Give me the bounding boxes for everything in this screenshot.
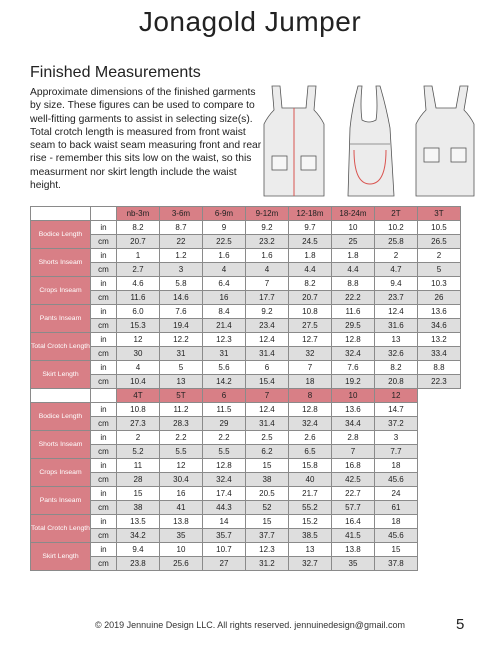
size-header: 2T [374, 207, 417, 221]
value-cell: 2 [374, 249, 417, 263]
value-cell: 6.4 [202, 277, 245, 291]
value-cell: 23.8 [116, 557, 159, 571]
table-row [31, 333, 461, 347]
value-cell: 34.2 [116, 529, 159, 543]
value-cell: 10.8 [116, 403, 159, 417]
unit-cell: in [90, 431, 116, 445]
size-header: 6 [202, 389, 245, 403]
value-cell: 32.4 [202, 473, 245, 487]
value-cell: 22.5 [202, 235, 245, 249]
value-cell: 1 [116, 249, 159, 263]
value-cell: 14.7 [374, 403, 417, 417]
value-cell: 6.5 [288, 445, 331, 459]
value-cell: 7 [245, 277, 288, 291]
unit-cell: cm [90, 557, 116, 571]
size-header: 7 [245, 389, 288, 403]
value-cell: 28 [116, 473, 159, 487]
unit-cell: in [90, 403, 116, 417]
value-cell: 5 [159, 361, 202, 375]
value-cell: 20.7 [288, 291, 331, 305]
value-cell: 13 [159, 375, 202, 389]
corner-cell [31, 389, 91, 403]
value-cell: 13.5 [116, 515, 159, 529]
size-header: 3T [417, 207, 460, 221]
value-cell: 29.5 [331, 319, 374, 333]
value-cell: 8.8 [331, 277, 374, 291]
value-cell: 13.8 [159, 515, 202, 529]
value-cell: 12.7 [288, 333, 331, 347]
row-label: Crops Inseam [31, 277, 91, 305]
size-header: 12-18m [288, 207, 331, 221]
value-cell: 2 [417, 249, 460, 263]
value-cell: 17.4 [202, 487, 245, 501]
value-cell: 9.4 [374, 277, 417, 291]
value-cell: 31.4 [245, 417, 288, 431]
unit-cell: in [90, 487, 116, 501]
unit-cell: in [90, 249, 116, 263]
table-row [31, 347, 461, 361]
unit-cell: in [90, 305, 116, 319]
value-cell: 6.0 [116, 305, 159, 319]
value-cell: 5.5 [159, 445, 202, 459]
copyright-footer: © 2019 Jennuine Design LLC. All rights reserved. jennuinedesign@gmail.com [95, 620, 405, 630]
value-cell: 20.5 [245, 487, 288, 501]
size-header: 10 [331, 389, 374, 403]
value-cell: 22.3 [417, 375, 460, 389]
value-cell: 12.8 [202, 459, 245, 473]
table-row [31, 515, 418, 529]
table-row [31, 319, 461, 333]
value-cell: 15 [245, 515, 288, 529]
unit-cell: in [90, 333, 116, 347]
unit-cell: in [90, 277, 116, 291]
value-cell: 38 [116, 501, 159, 515]
value-cell: 19.4 [159, 319, 202, 333]
value-cell: 10.2 [374, 221, 417, 235]
value-cell: 13.8 [331, 543, 374, 557]
value-cell: 2.5 [245, 431, 288, 445]
value-cell: 61 [374, 501, 417, 515]
value-cell: 18 [374, 515, 417, 529]
unit-cell: in [90, 515, 116, 529]
value-cell: 13 [288, 543, 331, 557]
value-cell: 37.2 [374, 417, 417, 431]
value-cell: 27.3 [116, 417, 159, 431]
value-cell: 31.4 [245, 347, 288, 361]
value-cell: 2.8 [331, 431, 374, 445]
value-cell: 30.4 [159, 473, 202, 487]
value-cell: 4 [116, 361, 159, 375]
size-header: 3-6m [159, 207, 202, 221]
value-cell: 4.4 [288, 263, 331, 277]
value-cell: 16 [159, 487, 202, 501]
value-cell: 22.2 [331, 291, 374, 305]
value-cell: 32.6 [374, 347, 417, 361]
value-cell: 15 [374, 543, 417, 557]
value-cell: 12.3 [245, 543, 288, 557]
table-row [31, 543, 418, 557]
value-cell: 16 [202, 291, 245, 305]
value-cell: 6.2 [245, 445, 288, 459]
value-cell: 7 [288, 361, 331, 375]
value-cell: 9.7 [288, 221, 331, 235]
value-cell: 14.6 [159, 291, 202, 305]
table-row [31, 305, 461, 319]
value-cell: 18 [374, 459, 417, 473]
value-cell: 9 [202, 221, 245, 235]
back-view-drawing [416, 86, 474, 196]
row-label: Pants Inseam [31, 305, 91, 333]
value-cell: 23.4 [245, 319, 288, 333]
value-cell: 12.2 [159, 333, 202, 347]
value-cell: 32 [288, 347, 331, 361]
table-row [31, 235, 461, 249]
value-cell: 3 [159, 263, 202, 277]
value-cell: 34.6 [417, 319, 460, 333]
value-cell: 1.6 [202, 249, 245, 263]
row-label: Total Crotch Length [31, 333, 91, 361]
value-cell: 8.4 [202, 305, 245, 319]
value-cell: 20.8 [374, 375, 417, 389]
value-cell: 25.6 [159, 557, 202, 571]
value-cell: 13 [374, 333, 417, 347]
value-cell: 25 [331, 235, 374, 249]
page-title: Jonagold Jumper [138, 6, 362, 37]
row-label: Bodice Length [31, 221, 91, 249]
value-cell: 23.7 [374, 291, 417, 305]
value-cell: 13.2 [417, 333, 460, 347]
corner-cell [31, 207, 91, 221]
value-cell: 1.8 [331, 249, 374, 263]
value-cell: 35.7 [202, 529, 245, 543]
unit-cell: cm [90, 263, 116, 277]
value-cell: 4.6 [116, 277, 159, 291]
corner-cell [90, 389, 116, 403]
value-cell: 3 [374, 431, 417, 445]
jumper-illustration [258, 84, 488, 204]
value-cell: 16.8 [331, 459, 374, 473]
value-cell: 6 [245, 361, 288, 375]
value-cell: 37.8 [374, 557, 417, 571]
value-cell: 27 [202, 557, 245, 571]
value-cell: 10.3 [417, 277, 460, 291]
unit-cell: cm [90, 473, 116, 487]
value-cell: 16.4 [331, 515, 374, 529]
intro-paragraph: Approximate dimensions of the finished garments by size. These figures can be used to compare to well-fitting garments to assist in selecting size(s). Total crotch length is measured from front waist seam to back waist seam measuring front and rear rise - remember this sits low on the waist, so this measurment nor skirt length include the waist height. [30, 87, 262, 192]
value-cell: 2.6 [288, 431, 331, 445]
value-cell: 1.6 [245, 249, 288, 263]
size-header: 8 [288, 389, 331, 403]
value-cell: 11 [116, 459, 159, 473]
table-row [31, 375, 461, 389]
value-cell: 5.2 [116, 445, 159, 459]
table-row [31, 487, 418, 501]
value-cell: 12.4 [374, 305, 417, 319]
value-cell: 7 [331, 445, 374, 459]
value-cell: 10.8 [288, 305, 331, 319]
value-cell: 19.2 [331, 375, 374, 389]
value-cell: 41 [159, 501, 202, 515]
value-cell: 12.4 [245, 403, 288, 417]
value-cell: 28.3 [159, 417, 202, 431]
table-row [31, 403, 418, 417]
value-cell: 23.2 [245, 235, 288, 249]
value-cell: 2 [116, 431, 159, 445]
value-cell: 11.6 [116, 291, 159, 305]
table-row [31, 291, 461, 305]
value-cell: 15.3 [116, 319, 159, 333]
value-cell: 34.4 [331, 417, 374, 431]
value-cell: 24 [374, 487, 417, 501]
size-header: 6-9m [202, 207, 245, 221]
value-cell: 14.2 [202, 375, 245, 389]
value-cell: 4.7 [374, 263, 417, 277]
side-view-drawing [348, 86, 394, 196]
value-cell: 21.4 [202, 319, 245, 333]
row-label: Pants Inseam [31, 487, 91, 515]
value-cell: 32.4 [288, 417, 331, 431]
value-cell: 25.8 [374, 235, 417, 249]
page-number: 5 [456, 616, 465, 633]
value-cell: 52 [245, 501, 288, 515]
size-header: 9-12m [245, 207, 288, 221]
value-cell: 18 [288, 375, 331, 389]
value-cell: 45.6 [374, 473, 417, 487]
value-cell: 31.6 [374, 319, 417, 333]
value-cell: 12 [116, 333, 159, 347]
value-cell: 8.2 [116, 221, 159, 235]
unit-cell: cm [90, 529, 116, 543]
table-row [31, 431, 418, 445]
row-label: Shorts Inseam [31, 431, 91, 459]
front-view-drawing [264, 86, 324, 196]
value-cell: 27.5 [288, 319, 331, 333]
unit-cell: cm [90, 417, 116, 431]
table-row [31, 277, 461, 291]
value-cell: 9.4 [116, 543, 159, 557]
value-cell: 2.7 [116, 263, 159, 277]
unit-cell: cm [90, 291, 116, 305]
value-cell: 10 [159, 543, 202, 557]
value-cell: 32.7 [288, 557, 331, 571]
value-cell: 32.4 [331, 347, 374, 361]
value-cell: 12.4 [245, 333, 288, 347]
value-cell: 9.2 [245, 221, 288, 235]
unit-cell: cm [90, 375, 116, 389]
size-header: nb-3m [116, 207, 159, 221]
value-cell: 45.6 [374, 529, 417, 543]
value-cell: 15.2 [288, 515, 331, 529]
value-cell: 38.5 [288, 529, 331, 543]
row-label: Bodice Length [31, 403, 91, 431]
value-cell: 7.7 [374, 445, 417, 459]
table-row [31, 361, 461, 375]
unit-cell: in [90, 361, 116, 375]
value-cell: 11.5 [202, 403, 245, 417]
value-cell: 10.5 [417, 221, 460, 235]
value-cell: 2.2 [159, 431, 202, 445]
value-cell: 31 [159, 347, 202, 361]
section-heading: Finished Measurements [30, 64, 201, 81]
value-cell: 20.7 [116, 235, 159, 249]
value-cell: 30 [116, 347, 159, 361]
table-row [31, 249, 461, 263]
value-cell: 57.7 [331, 501, 374, 515]
value-cell: 13.6 [331, 403, 374, 417]
value-cell: 17.7 [245, 291, 288, 305]
value-cell: 33.4 [417, 347, 460, 361]
size-header: 12 [374, 389, 417, 403]
value-cell: 10.4 [116, 375, 159, 389]
value-cell: 1.2 [159, 249, 202, 263]
value-cell: 4 [202, 263, 245, 277]
value-cell: 22.7 [331, 487, 374, 501]
value-cell: 26 [417, 291, 460, 305]
row-label: Skirt Length [31, 361, 91, 389]
table-row [31, 221, 461, 235]
value-cell: 11.6 [331, 305, 374, 319]
unit-cell: cm [90, 347, 116, 361]
value-cell: 37.7 [245, 529, 288, 543]
value-cell: 15 [245, 459, 288, 473]
row-label: Skirt Length [31, 543, 91, 571]
value-cell: 12 [159, 459, 202, 473]
value-cell: 41.5 [331, 529, 374, 543]
value-cell: 21.7 [288, 487, 331, 501]
value-cell: 40 [288, 473, 331, 487]
corner-cell [90, 207, 116, 221]
unit-cell: cm [90, 235, 116, 249]
value-cell: 42.5 [331, 473, 374, 487]
value-cell: 35 [159, 529, 202, 543]
value-cell: 5.6 [202, 361, 245, 375]
value-cell: 31 [202, 347, 245, 361]
row-label: Total Crotch Length [31, 515, 91, 543]
size-header: 18-24m [331, 207, 374, 221]
value-cell: 38 [245, 473, 288, 487]
value-cell: 35 [331, 557, 374, 571]
value-cell: 10 [331, 221, 374, 235]
table-row [31, 263, 461, 277]
unit-cell: cm [90, 319, 116, 333]
value-cell: 12.8 [288, 403, 331, 417]
value-cell: 8.2 [288, 277, 331, 291]
value-cell: 8.7 [159, 221, 202, 235]
value-cell: 5.8 [159, 277, 202, 291]
value-cell: 9.2 [245, 305, 288, 319]
unit-cell: in [90, 543, 116, 557]
value-cell: 8.8 [417, 361, 460, 375]
unit-cell: in [90, 459, 116, 473]
value-cell: 4 [245, 263, 288, 277]
measurements-table-large-sizes [30, 388, 418, 571]
unit-cell: cm [90, 445, 116, 459]
value-cell: 4.4 [331, 263, 374, 277]
value-cell: 24.5 [288, 235, 331, 249]
measurements-table-small-sizes [30, 206, 461, 389]
row-label: Shorts Inseam [31, 249, 91, 277]
value-cell: 5 [417, 263, 460, 277]
value-cell: 8.2 [374, 361, 417, 375]
value-cell: 15.8 [288, 459, 331, 473]
value-cell: 10.7 [202, 543, 245, 557]
value-cell: 15.4 [245, 375, 288, 389]
value-cell: 22 [159, 235, 202, 249]
value-cell: 26.5 [417, 235, 460, 249]
value-cell: 14 [202, 515, 245, 529]
value-cell: 29 [202, 417, 245, 431]
value-cell: 1.8 [288, 249, 331, 263]
table-row [31, 459, 418, 473]
unit-cell: in [90, 221, 116, 235]
value-cell: 44.3 [202, 501, 245, 515]
value-cell: 55.2 [288, 501, 331, 515]
size-header: 5T [159, 389, 202, 403]
value-cell: 12.8 [331, 333, 374, 347]
value-cell: 15 [116, 487, 159, 501]
value-cell: 11.2 [159, 403, 202, 417]
value-cell: 31.2 [245, 557, 288, 571]
value-cell: 13.6 [417, 305, 460, 319]
value-cell: 7.6 [159, 305, 202, 319]
value-cell: 7.6 [331, 361, 374, 375]
value-cell: 12.3 [202, 333, 245, 347]
unit-cell: cm [90, 501, 116, 515]
size-header: 4T [116, 389, 159, 403]
row-label: Crops Inseam [31, 459, 91, 487]
value-cell: 5.5 [202, 445, 245, 459]
value-cell: 2.2 [202, 431, 245, 445]
